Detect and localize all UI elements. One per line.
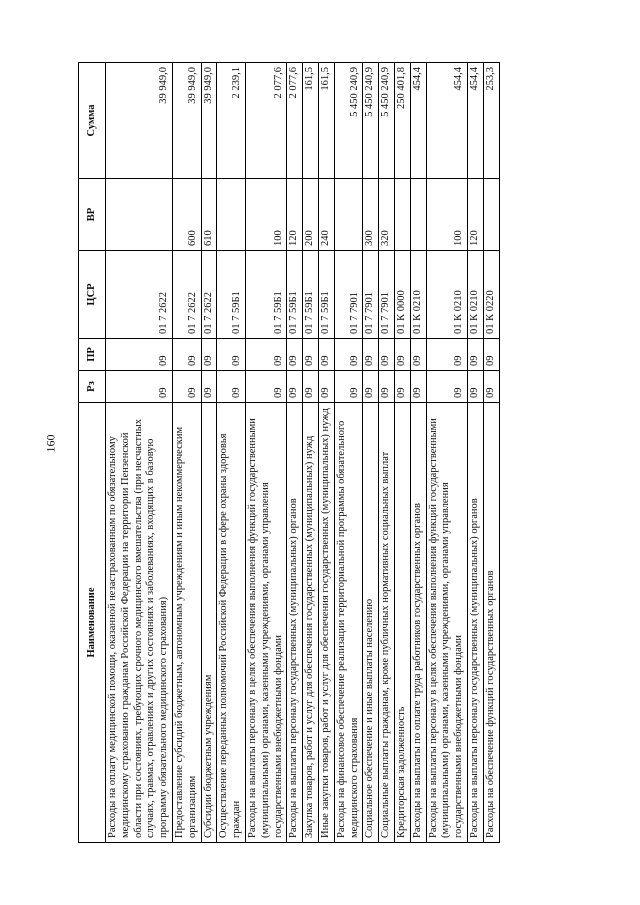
cell-sum: 454,4: [426, 63, 467, 179]
header-vr: ВР: [79, 179, 106, 251]
table-body: [106, 63, 500, 843]
cell-name: Закупка товаров, работ и услуг для обеспечения государственных (муниципальных) нужд: [303, 403, 319, 843]
rotated-table-container: [78, 63, 588, 843]
header-sum: Сумма: [79, 63, 106, 179]
cell-csr: 01 К 0210: [410, 251, 426, 339]
cell-sum: 161,5: [303, 63, 319, 179]
cell-name: Предоставление субсидий бюджетным, автономным учреждениям и иным некоммерческим организациям: [172, 403, 201, 843]
cell-rz: 09: [106, 371, 173, 403]
cell-name: Расходы на обеспечение функций государственных органов: [483, 403, 499, 843]
table-row: [379, 63, 395, 843]
cell-vr: [410, 179, 426, 251]
table-row: [467, 63, 483, 843]
cell-vr: 120: [287, 179, 303, 251]
cell-rz: 09: [334, 371, 363, 403]
cell-sum: 161,5: [318, 63, 334, 179]
cell-csr: 01 7 59Б1: [217, 251, 246, 339]
cell-csr: 01 7 2622: [201, 251, 217, 339]
cell-name: Осуществление переданных полномочий Российской Федерации в сфере охраны здоровья граждан: [217, 403, 246, 843]
header-rz: Рз: [79, 371, 106, 403]
cell-name: Субсидии бюджетным учреждениям: [201, 403, 217, 843]
cell-rz: 09: [318, 371, 334, 403]
cell-name: Социальные выплаты гражданам, кроме публичных нормативных социальных выплат: [379, 403, 395, 843]
cell-name: Расходы на выплаты персоналу государственных (муниципальных) органов: [287, 403, 303, 843]
cell-name: Кредиторская задолженность: [394, 403, 410, 843]
cell-sum: 2 239,1: [217, 63, 246, 179]
cell-name: Расходы на выплаты персоналу в целях обеспечения выполнения функций государственными (муниципальными) органами, казенными учреждениями, органами управления государственными внебюджетными фондами: [245, 403, 286, 843]
cell-pr: 09: [410, 339, 426, 371]
cell-csr: 01 7 59Б1: [318, 251, 334, 339]
table-row: [363, 63, 379, 843]
cell-csr: 01 К 0210: [426, 251, 467, 339]
cell-vr: 240: [318, 179, 334, 251]
table-row: [334, 63, 363, 843]
cell-csr: 01 7 7901: [363, 251, 379, 339]
table-row: [287, 63, 303, 843]
cell-rz: 09: [201, 371, 217, 403]
cell-name: Расходы на оплату медицинской помощи, оказанной незастрахованным по обязательному медицинскому страхованию гражданам Российской Федерации на территории Пензенской области при состояниях, требующих срочного медицинского вмешательства (при несчастных случаях, травмах, отравлениях и других состояниях и заболеваниях, входящих в базовую программу обязательного медицинского страхования): [106, 403, 173, 843]
cell-rz: 09: [379, 371, 395, 403]
table-row: [394, 63, 410, 843]
cell-sum: 5 450 240,9: [379, 63, 395, 179]
table-row: [172, 63, 201, 843]
cell-pr: 09: [379, 339, 395, 371]
cell-vr: 320: [379, 179, 395, 251]
cell-rz: 09: [217, 371, 246, 403]
cell-sum: 2 077,6: [245, 63, 286, 179]
table-row: [410, 63, 426, 843]
cell-sum: 454,4: [410, 63, 426, 179]
budget-table: [78, 62, 500, 843]
header-pr: ПР: [79, 339, 106, 371]
cell-pr: 09: [334, 339, 363, 371]
cell-sum: 39 949,0: [201, 63, 217, 179]
cell-sum: 39 949,0: [106, 63, 173, 179]
table-row: [426, 63, 467, 843]
cell-pr: 09: [426, 339, 467, 371]
cell-csr: 01 К 0000: [394, 251, 410, 339]
cell-pr: 09: [394, 339, 410, 371]
cell-name: Расходы на выплаты персоналу в целях обеспечения выполнения функций государственными (муниципальными) органами, казенными учреждениями, органами управления государственными внебюджетными фондами: [426, 403, 467, 843]
cell-vr: [483, 179, 499, 251]
cell-rz: 09: [467, 371, 483, 403]
cell-pr: 09: [217, 339, 246, 371]
cell-name: Расходы на выплаты персоналу государственных (муниципальных) органов: [467, 403, 483, 843]
cell-name: Расходы на финансовое обеспечение реализации территориальной программы обязательного медицинского страхования: [334, 403, 363, 843]
cell-csr: 01 7 7901: [334, 251, 363, 339]
header-row: [79, 63, 106, 843]
cell-vr: [334, 179, 363, 251]
table-row: [106, 63, 173, 843]
cell-csr: 01 7 59Б1: [245, 251, 286, 339]
cell-vr: 200: [303, 179, 319, 251]
cell-vr: 120: [467, 179, 483, 251]
cell-vr: [106, 179, 173, 251]
cell-pr: 09: [318, 339, 334, 371]
table-row: [201, 63, 217, 843]
cell-rz: 09: [394, 371, 410, 403]
cell-vr: 100: [245, 179, 286, 251]
cell-rz: 09: [287, 371, 303, 403]
cell-csr: 01 7 2622: [106, 251, 173, 339]
cell-pr: 09: [106, 339, 173, 371]
cell-name: Расходы на выплаты по оплате труда работников государственных органов: [410, 403, 426, 843]
cell-pr: 09: [245, 339, 286, 371]
cell-name: Иные закупки товаров, работ и услуг для обеспечения государственных (муниципальных) нужд: [318, 403, 334, 843]
cell-csr: 01 7 2622: [172, 251, 201, 339]
cell-pr: 09: [201, 339, 217, 371]
cell-sum: 5 450 240,9: [334, 63, 363, 179]
table-row: [217, 63, 246, 843]
cell-rz: 09: [483, 371, 499, 403]
cell-pr: 09: [363, 339, 379, 371]
header-name: Наименование: [79, 403, 106, 843]
cell-rz: 09: [303, 371, 319, 403]
cell-pr: 09: [287, 339, 303, 371]
cell-csr: 01 7 59Б1: [287, 251, 303, 339]
cell-pr: 09: [172, 339, 201, 371]
cell-rz: 09: [426, 371, 467, 403]
cell-rz: 09: [363, 371, 379, 403]
cell-csr: 01 7 7901: [379, 251, 395, 339]
table-row: [483, 63, 499, 843]
cell-pr: 09: [483, 339, 499, 371]
table-row: [303, 63, 319, 843]
cell-rz: 09: [410, 371, 426, 403]
cell-rz: 09: [245, 371, 286, 403]
table-row: [318, 63, 334, 843]
cell-csr: 01 К 0210: [467, 251, 483, 339]
cell-vr: [217, 179, 246, 251]
cell-vr: 100: [426, 179, 467, 251]
table-row: [245, 63, 286, 843]
page-number: 160: [43, 434, 58, 453]
table-header: [79, 63, 106, 843]
cell-rz: 09: [172, 371, 201, 403]
cell-vr: 610: [201, 179, 217, 251]
cell-vr: [394, 179, 410, 251]
cell-csr: 01 К 0220: [483, 251, 499, 339]
cell-sum: 39 949,0: [172, 63, 201, 179]
cell-vr: 600: [172, 179, 201, 251]
cell-sum: 454,4: [467, 63, 483, 179]
cell-vr: 300: [363, 179, 379, 251]
header-csr: ЦСР: [79, 251, 106, 339]
cell-sum: 250 401,8: [394, 63, 410, 179]
cell-pr: 09: [303, 339, 319, 371]
cell-sum: 5 450 240,9: [363, 63, 379, 179]
cell-name: Социальное обеспечение и иные выплаты населению: [363, 403, 379, 843]
cell-csr: 01 7 59Б1: [303, 251, 319, 339]
cell-sum: 2 077,6: [287, 63, 303, 179]
cell-sum: 253,3: [483, 63, 499, 179]
cell-pr: 09: [467, 339, 483, 371]
